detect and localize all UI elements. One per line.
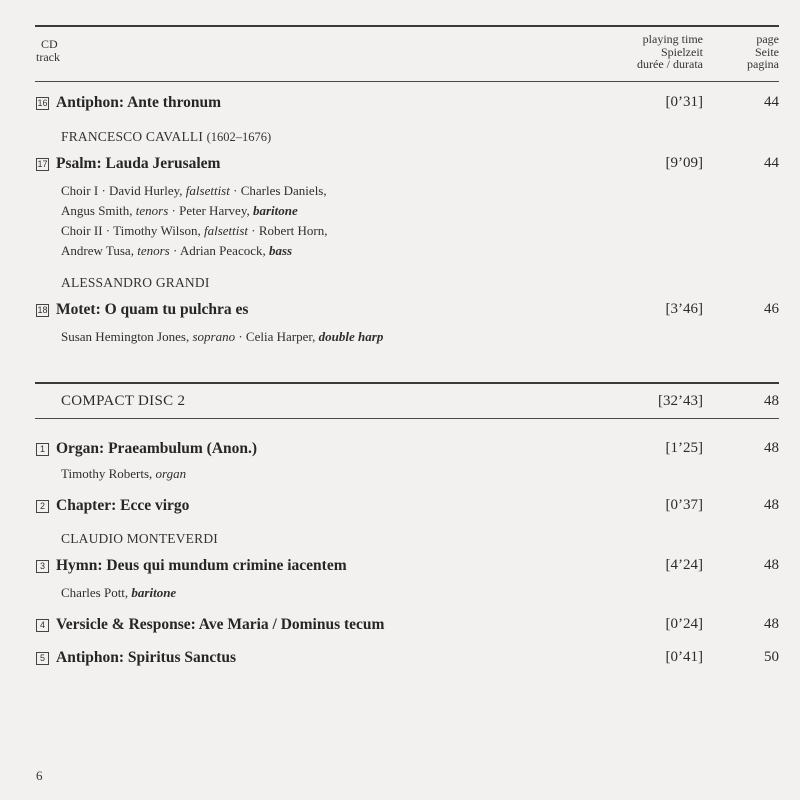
performers-line [61,221,327,241]
track-page: 48 [764,557,779,573]
disc-title: COMPACT DISC 2 [61,393,186,409]
col-header-track [36,38,60,63]
track-time: [4’24] [665,557,703,573]
disc-time: [32’43] [658,393,703,409]
performer-role: falsettist [185,183,230,198]
track-title: Versicle & Response: Ave Maria / Dominus tecum [56,616,385,633]
track-time: [0’24] [665,616,703,632]
track-number-box: 17 [37,159,48,169]
col-header-track-line2: track [36,49,60,64]
col-header-page-line1: page [756,32,779,46]
performer-text: Timothy Roberts, [61,466,156,481]
performer-role: tenors [137,243,170,258]
performer-text: · Adrian Peacock, [169,243,269,258]
track-title: Motet: O quam tu pulchra es [56,301,249,318]
track-page: 48 [764,497,779,513]
col-header-page [747,33,779,71]
track-title: Psalm: Lauda Jerusalem [56,155,221,172]
track-number-box: 4 [36,619,49,632]
track-row [36,155,220,173]
performer-text: Choir I · David Hurley, [61,183,186,198]
track-time: [0’31] [665,94,703,110]
disc2-bottom-rule [35,418,779,419]
performers-line [61,201,298,221]
performers-line [61,241,292,261]
track-title: Hymn: Deus qui mundum crimine iacentem [56,557,347,574]
track-time: [0’37] [665,497,703,513]
performer-text: · Celia Harper, [235,329,319,344]
page-number: 6 [36,768,43,783]
performer-role: organ [155,466,187,481]
performer-role: baritone [252,203,298,218]
track-row [36,649,236,667]
col-header-time [637,33,703,71]
track-page: 50 [764,649,779,665]
track-row [36,616,384,634]
performer-role: soprano [192,329,236,344]
track-title: Antiphon: Ante thronum [56,94,222,111]
col-header-time-line1: playing time [642,32,703,46]
performers-line [61,583,176,603]
performer-text: Andrew Tusa, [61,243,138,258]
col-header-time-line2: Spielzeit [661,44,703,59]
col-header-time-line3: durée / durata [637,57,703,71]
track-page: 46 [764,301,779,317]
performer-text: Choir II · Timothy Wilson, [61,223,204,238]
performer-role: tenors [135,203,169,218]
track-page: 48 [764,440,779,456]
performers-line [61,464,186,484]
track-time: [3’46] [665,301,703,317]
disc2-top-rule [35,382,779,384]
performer-text: · Robert Horn, [248,223,328,238]
col-header-page-line2: Seite [755,44,779,59]
header-rule [35,81,779,82]
track-page: 44 [764,155,779,171]
composer-name-text: FRANCESCO CAVALLI [61,129,204,144]
track-time: [1’25] [665,440,703,456]
track-number-box: 5 [36,652,49,665]
track-row [36,557,347,575]
performer-text: Susan Hemington Jones, [61,329,193,344]
composer-name: ALESSANDRO GRANDI [61,275,210,290]
performer-text: Charles Pott, [61,585,132,600]
performer-role: baritone [131,585,177,600]
performer-text: · Charles Daniels, [229,183,327,198]
composer-dates: (1602–1676) [206,130,272,144]
track-title: Chapter: Ecce virgo [56,497,190,514]
track-time: [0’41] [665,649,703,665]
performer-text: Angus Smith, [61,203,136,218]
col-header-page-line3: pagina [747,57,779,71]
track-number-box: 16 [37,98,48,108]
performers-line [61,181,327,201]
track-row [36,301,248,319]
track-row [36,497,189,515]
track-number-box: 1 [36,443,49,456]
track-row [36,94,221,112]
col-header-track-line1: CD [41,37,58,51]
performer-role: double harp [318,329,384,344]
performers-line [61,327,383,347]
track-row [36,440,257,458]
disc-page: 48 [764,393,779,409]
composer-name [61,129,271,145]
performer-role: bass [269,243,293,258]
track-number-box: 2 [36,500,49,513]
track-page: 44 [764,94,779,110]
top-rule [35,25,779,27]
track-number-box: 3 [36,560,49,573]
track-number-box: 18 [37,305,48,315]
track-title: Antiphon: Spiritus Sanctus [56,649,237,666]
track-page: 48 [764,616,779,632]
performer-text: · Peter Harvey, [168,203,253,218]
track-title: Organ: Praeambulum (Anon.) [56,440,258,457]
performer-role: falsettist [203,223,249,238]
track-time: [9’09] [665,155,703,171]
composer-name: CLAUDIO MONTEVERDI [61,531,218,546]
